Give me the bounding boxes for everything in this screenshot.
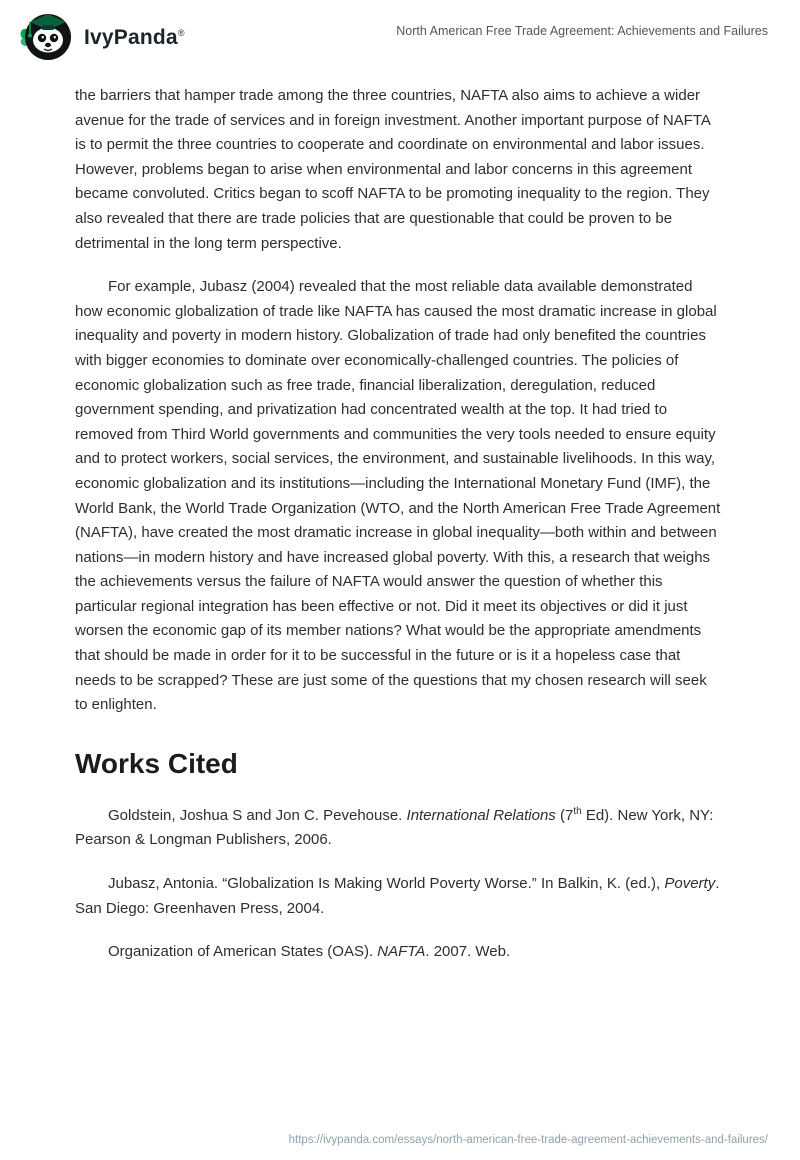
brand-name: [84, 26, 185, 50]
citation-entry-1: [75, 804, 722, 853]
citation-3-title: NAFTA: [377, 943, 426, 961]
citation-1-mid: (7: [555, 806, 574, 824]
citation-1-sup: th: [573, 805, 582, 817]
page-header: [0, 0, 800, 62]
ivypanda-logo[interactable]: [18, 10, 185, 62]
citation-3-pre: Organization of American States (OAS).: [108, 943, 378, 961]
citation-1-pre: Goldstein, Joshua S and Jon C. Pevehouse.: [108, 806, 407, 824]
brand-text: IvyPanda: [84, 26, 178, 49]
registered-mark: ®: [177, 28, 185, 38]
citation-2-pre: Jubasz, Antonia. “Globalization Is Making World Poverty Worse.” In Balkin, K. (ed.),: [108, 875, 665, 893]
citation-2-post: . San Diego: Greenhaven Press, 2004.: [75, 875, 720, 917]
citation-1-title: International Relations: [406, 806, 556, 824]
ivypanda-mascot-icon: [18, 10, 72, 62]
citation-entry-3: [75, 940, 722, 965]
body-paragraph-2: For example, Jubasz (2004) revealed that the most reliable data available demonstrated how economic globalization of trade like NAFTA has caused the most dramatic increase in global inequality and poverty in modern history. Globalization of trade had only benefited the countries with bigger economies to dominate over economically-challenged countries. The policies of economic globalization such as free trade, financial liberalization, deregulation, reduced government spending, and privatization had concentrated wealth at the top. It had tried to removed from Third World governments and communities the very tools needed to ensure equity and to protect workers, social services, the environment, and sustainable livelihoods. In this way, economic globalization and its institutions—including the International Monetary Fund (IMF), the World Bank, the World Trade Organization (WTO, and the North American Free Trade Agreement (NAFTA), have created the most dramatic increase in global inequality—both within and between nations—in modern history and have increased global poverty. With this, a research that weighs the achievements versus the failure of NAFTA would answer the question of whether this particular regional integration has been effective or not. Did it meet its objectives or did it just worsen the economic gap of its member nations? What would be the appropriate amendments that should be made in order for it to be successful in the future or is it a hopeless case that needs to be scrapped? These are just some of the questions that my chosen research will seek to enlighten.: [75, 278, 721, 714]
body-paragraph-1: the barriers that hamper trade among the three countries, NAFTA also aims to achieve a wider avenue for the trade of services and in foreign investment. Another important purpose of NAFTA is to permit the three countries to cooperate and coordinate on environmental and labor issues. However, problems began to arise when environmental and labor concerns in this agreement became convoluted. Critics began to scoff NAFTA to be promoting inequality to the region. They also revealed that there are trade policies that are questionable that could be proven to be detrimental in the long term perspective.: [75, 87, 711, 252]
works-cited-heading: Works Cited: [75, 747, 238, 779]
document-body: [0, 62, 800, 965]
citation-entry-2: [75, 872, 722, 921]
citation-1-post: Ed). New York, NY: Pearson & Longman Publishers, 2006.: [75, 806, 714, 849]
citation-3-post: . 2007. Web.: [425, 943, 511, 961]
footer-url[interactable]: https://ivypanda.com/essays/north-american-free-trade-agreement-achievements-and-failures/: [288, 1134, 768, 1146]
document-title: North American Free Trade Agreement: Achievements and Failures: [396, 24, 768, 38]
citation-2-title: Poverty: [664, 875, 716, 893]
